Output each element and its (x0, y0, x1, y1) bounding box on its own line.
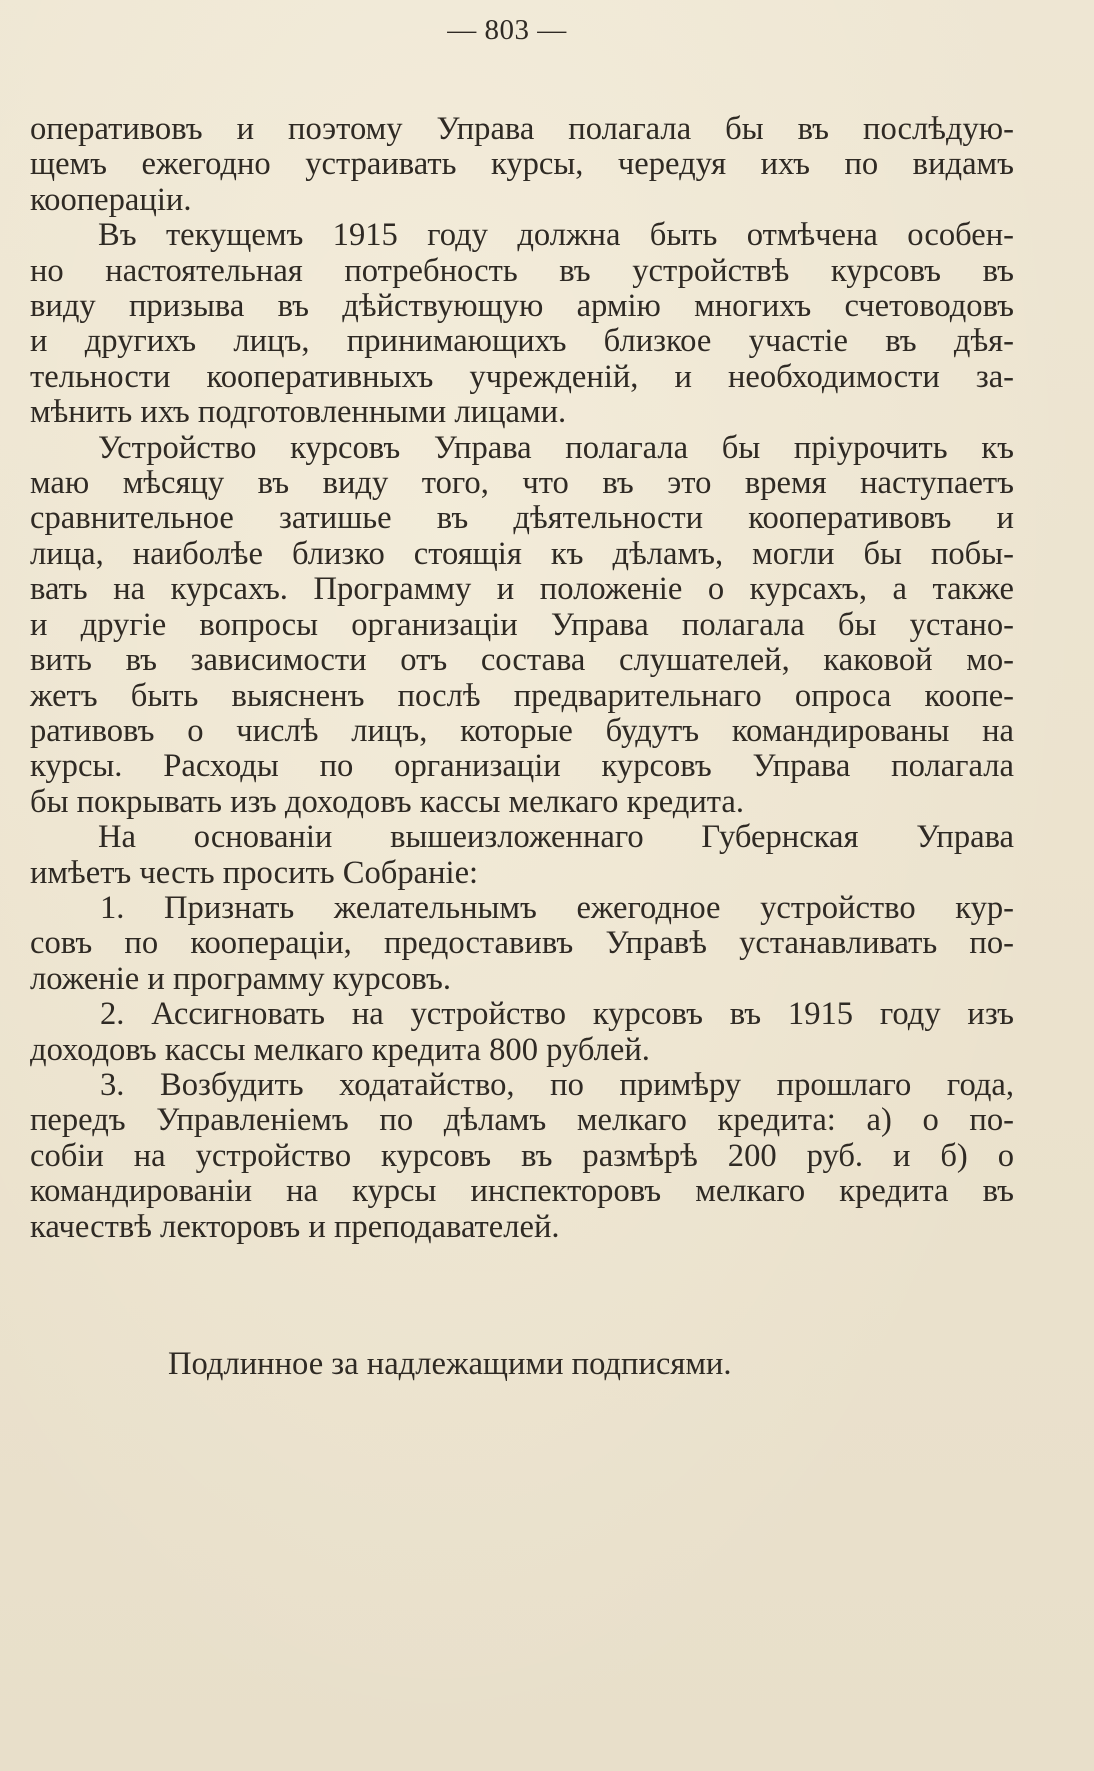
list-item-3 (30, 1068, 1014, 1245)
text-line: вить въ зависимости отъ состава слушателей, каковой мо- (30, 642, 1014, 679)
text-line: виду призыва въ дѣйствующую армію многихъ счетоводовъ (30, 288, 1014, 325)
text-line: 3. Возбудить ходатайство, по примѣру прошлаго года, (100, 1066, 1014, 1103)
paragraph-request-intro (30, 820, 1014, 891)
main-text (30, 112, 1014, 1245)
text-line: На основаніи вышеизложеннаго Губернская Управа (98, 819, 1014, 856)
text-line: 2. Ассигновать на устройство курсовъ въ 1915 году изъ (100, 996, 1014, 1033)
text-line: сравнительное затишье въ дѣятельности кооперативовъ и (30, 500, 1014, 537)
text-line: бы покрывать изъ доходовъ кассы мелкаго кредита. (30, 783, 745, 820)
text-line: мѣнить ихъ подготовленными лицами. (30, 394, 567, 431)
text-line: вать на курсахъ. Программу и положеніе о курсахъ, а также (30, 571, 1014, 608)
paragraph-course-timing (30, 431, 1014, 820)
text-line: Въ текущемъ 1915 году должна быть отмѣчена особен- (98, 217, 1014, 254)
text-line: жетъ быть выясненъ послѣ предварительнаго опроса коопе- (30, 677, 1014, 714)
list-item-2 (30, 997, 1014, 1068)
text-line: оперативовъ и поэтому Управа полагала бы въ послѣдую- (30, 111, 1014, 147)
page-number: — 803 — (447, 14, 567, 46)
text-line: коопераціи. (30, 181, 192, 218)
text-line: доходовъ кассы мелкаго кредита 800 рублей. (30, 1031, 650, 1068)
text-line: маю мѣсяцу въ виду того, что въ это время наступаетъ (30, 465, 1014, 502)
text-line: курсы. Расходы по организаціи курсовъ Управа полагала (30, 748, 1014, 785)
text-line: передъ Управленіемъ по дѣламъ мелкаго кредита: а) о по- (30, 1102, 1014, 1139)
text-line: собіи на устройство курсовъ въ размѣрѣ 200 руб. и б) о (30, 1137, 1014, 1174)
text-line: щемъ ежегодно устраивать курсы, чередуя ихъ по видамъ (30, 146, 1014, 183)
text-line: лица, наиболѣе близко стоящія къ дѣламъ, могли бы побы- (30, 535, 1014, 572)
paragraph-current-year-need (30, 218, 1014, 430)
text-line: 1. Признать желательнымъ ежегодное устройство кур- (100, 889, 1014, 926)
text-line: и другіе вопросы организаціи Управа полагала бы устано- (30, 606, 1014, 643)
text-line: имѣетъ честь просить Собраніе: (30, 854, 479, 891)
signature-note: Подлинное за надлежащими подписями. (168, 1346, 732, 1382)
text-line: ложеніе и программу курсовъ. (30, 960, 451, 997)
text-line: совъ по коопераціи, предоставивъ Управѣ устанавливать по- (30, 925, 1014, 962)
text-line: ративовъ о числѣ лицъ, которые будутъ командированы на (30, 712, 1014, 749)
text-line: Устройство курсовъ Управа полагала бы пріурочить къ (98, 429, 1014, 466)
paragraph-continuation (30, 112, 1014, 218)
text-line: командированіи на курсы инспекторовъ мелкаго кредита въ (30, 1173, 1014, 1210)
text-line: но настоятельная потребность въ устройствѣ курсовъ въ (30, 252, 1014, 289)
text-line: и другихъ лицъ, принимающихъ близкое участіе въ дѣя- (30, 323, 1014, 360)
text-line: тельности кооперативныхъ учрежденій, и необходимости за- (30, 358, 1014, 395)
list-item-1 (30, 891, 1014, 997)
text-line: качествѣ лекторовъ и преподавателей. (30, 1208, 560, 1245)
